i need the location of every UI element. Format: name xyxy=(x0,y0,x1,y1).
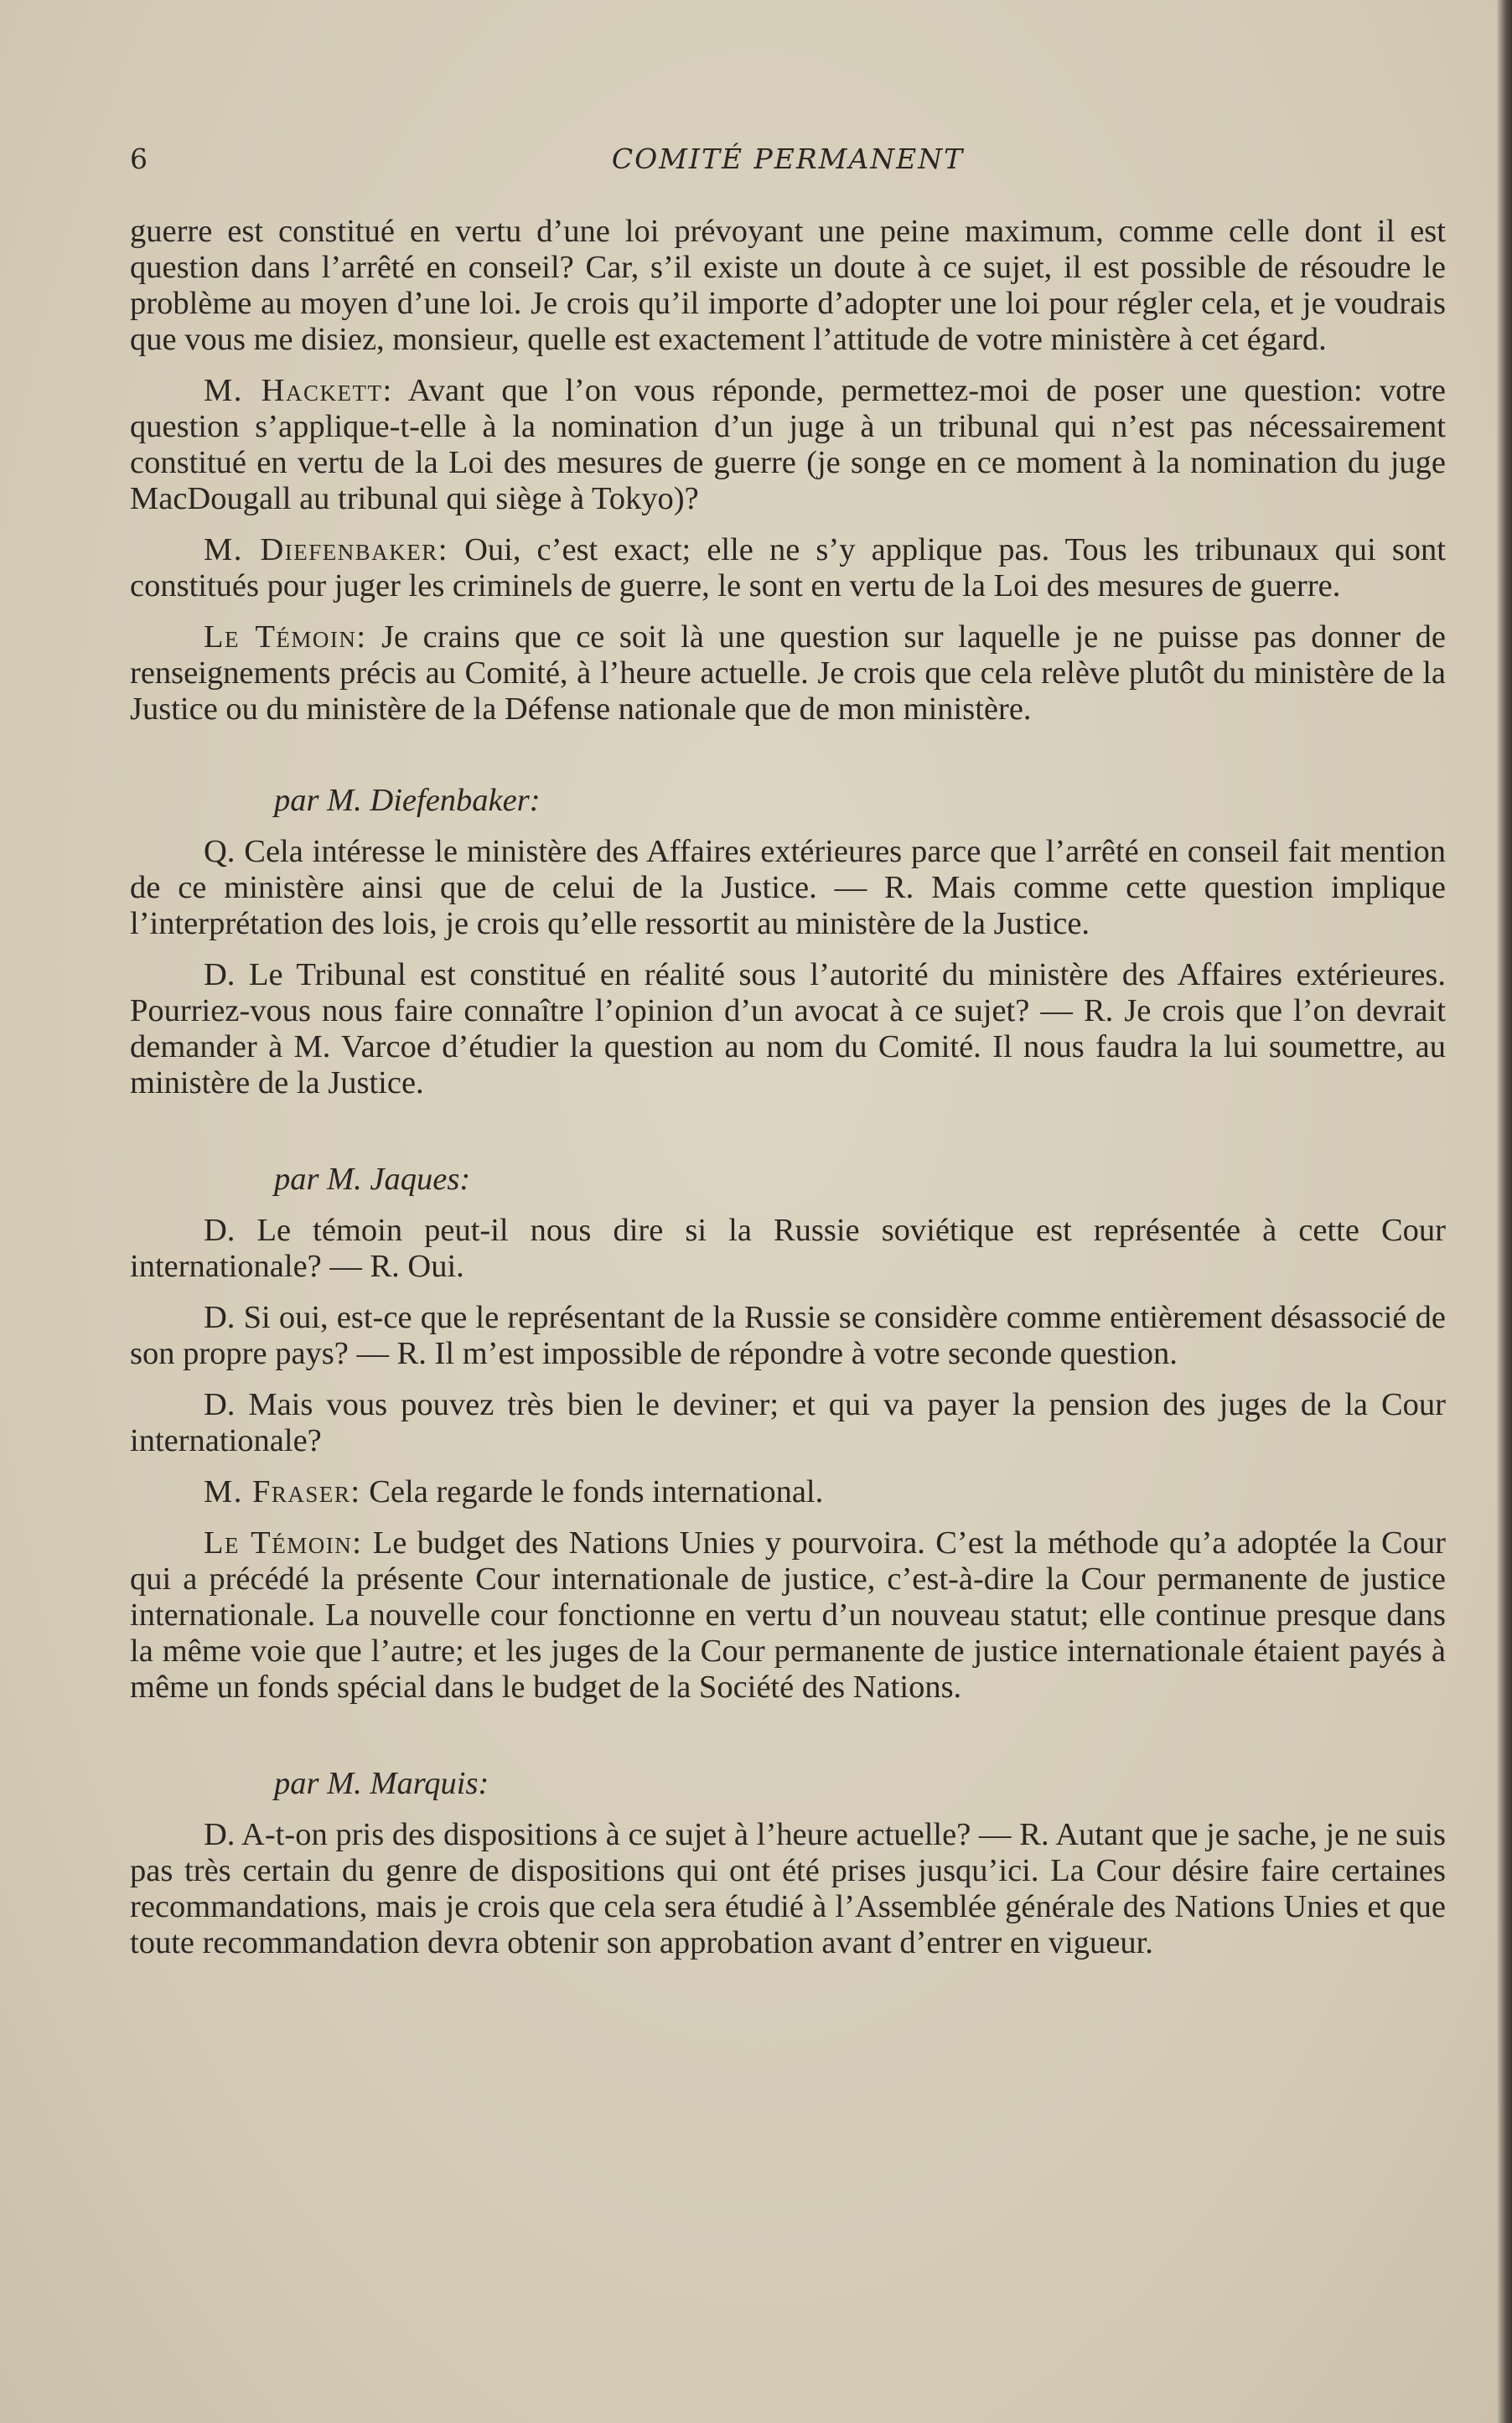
page-body xyxy=(130,214,1446,1976)
examiner-byline: par M. Jaques: xyxy=(274,1162,471,1197)
examiner-byline: par M. Diefenbaker: xyxy=(274,783,541,818)
paragraph: D. A-t-on pris des dispositions à ce sujet à l’heure actuelle? — R. Autant que je sache, je ne suis pas très certain du genre de dispositions qui ont été prises jusqu’ici. La Cour désire faire certaines recommandations, mais je crois que cela sera étudié à l’Assemblée générale des Nations Unies et que toute recommandation devra obtenir son approbation avant d’entrer en vigueur. xyxy=(130,1817,1446,1960)
examiner-byline: par M. Marquis: xyxy=(274,1766,489,1801)
paragraph: D. Si oui, est-ce que le représentant de la Russie se considère comme entièrement désassocié de son propre pays? — R. Il m’est impossible de répondre à votre seconde question. xyxy=(130,1300,1446,1371)
paragraph: M. Fraser: Cela regarde le fonds international. xyxy=(204,1474,824,1509)
paragraph: D. Mais vous pouvez très bien le deviner; et qui va payer la pension des juges de la Cour internationale? xyxy=(130,1387,1446,1458)
page-number: 6 xyxy=(130,142,148,175)
paragraph: D. Le témoin peut-il nous dire si la Russie soviétique est représentée à cette Cour internationale? — R. Oui. xyxy=(130,1213,1446,1284)
speaker-name: M. Hackett: xyxy=(204,373,393,408)
paragraph: M. Hackett: Avant que l’on vous réponde, permettez-moi de poser une question: votre question s’applique-t-elle à la nomination d’un juge à un tribunal qui n’est pas nécessairement constitué en vertu de la Loi des mesures de guerre (je songe en ce moment à la nomination du juge MacDougall au tribunal qui siège à Tokyo)? xyxy=(130,373,1446,516)
speaker-name: M. Fraser: xyxy=(204,1474,361,1509)
running-head: COMITÉ PERMANENT xyxy=(611,142,965,175)
paragraph: Le Témoin: Le budget des Nations Unies y pourvoira. C’est la méthode qu’a adoptée la Cour qui a précédé la présente Cour internationale de justice, c’est-à-dire la Cour permanente de justice internationale. La nouvelle cour fonctionne en vertu d’un nouveau statut; elle continue presque dans la même voie que l’autre; et les juges de la Cour permanente de justice internationale étaient payés à même un fonds spécial dans le budget de la Société des Nations. xyxy=(130,1525,1446,1705)
paragraph: Q. Cela intéresse le ministère des Affaires extérieures parce que l’arrêté en conseil fait mention de ce ministère ainsi que de celui de la Justice. — R. Mais comme cette question implique l’interprétation des lois, je crois qu’elle ressortit au ministère de la Justice. xyxy=(130,834,1446,941)
page-header xyxy=(130,142,1446,176)
speaker-name: Le Témoin: xyxy=(204,619,367,655)
speaker-name: Le Témoin: xyxy=(204,1525,363,1561)
paragraph: Le Témoin: Je crains que ce soit là une question sur laquelle je ne puisse pas donner de renseignements précis au Comité, à l’heure actuelle. Je crois que cela relève plutôt du ministère de la Justice ou du ministère de la Défense nationale que de mon ministère. xyxy=(130,619,1446,727)
paragraph: M. Diefenbaker: Oui, c’est exact; elle ne s’y applique pas. Tous les tribunaux qui sont constitués pour juger les criminels de guerre, le sont en vertu de la Loi des mesures de guerre. xyxy=(130,532,1447,603)
speaker-name: M. Diefenbaker: xyxy=(204,532,448,567)
paragraph: guerre est constitué en vertu d’une loi prévoyant une peine maximum, comme celle dont il est question dans l’arrêté en conseil? Car, s’il existe un doute à ce sujet, il est possible de résoudre le problème au moyen d’une loi. Je crois qu’il importe d’adopter une loi pour régler cela, et je voudrais que vous me disiez, monsieur, quelle est exactement l’attitude de votre ministère à cet égard. xyxy=(130,214,1446,357)
paragraph: D. Le Tribunal est constitué en réalité sous l’autorité du ministère des Affaires extérieures. Pourriez-vous nous faire connaître l’opinion d’un avocat à ce sujet? — R. Je crois que l’on devrait demander à M. Varcoe d’étudier la question au nom du Comité. Il nous faudra la lui soumettre, au ministère de la Justice. xyxy=(130,957,1446,1100)
page-edge-shadow xyxy=(1497,0,1512,2423)
